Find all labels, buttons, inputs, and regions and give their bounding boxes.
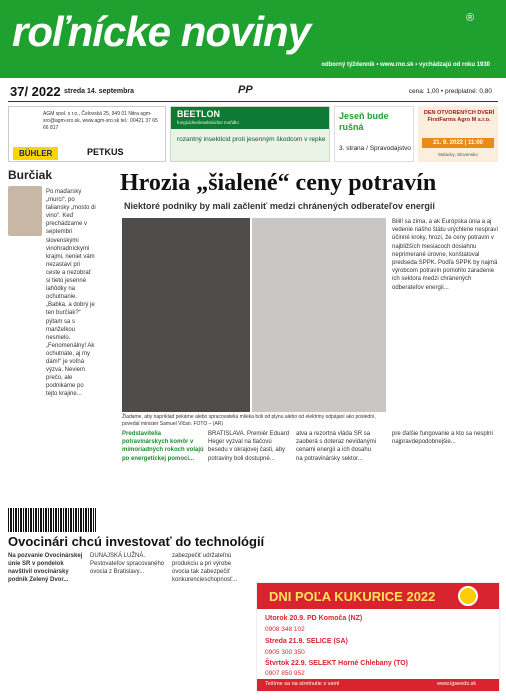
ad-beetlon[interactable] (170, 106, 330, 162)
issue-date: streda 14. septembra (64, 88, 135, 95)
ad-corn-footer (257, 679, 499, 691)
main-headline[interactable]: Hrozia „šialené“ ceny potravín (120, 170, 437, 196)
price-line: cena: 1,00 • predplatné: 0,80 (408, 88, 492, 95)
barcode (8, 508, 96, 532)
photo-left (122, 218, 250, 412)
ad-corn-foot-right[interactable]: www.lgseeds.sk (437, 681, 477, 687)
masthead-subtitle: odborný týždenník • www.rno.sk • vychádzajú od roku 1930 (321, 62, 490, 68)
ad-beetlon-subtitle: fungicídne/insekticídne mořidlo (177, 120, 239, 125)
teaser-title: Jeseň bude rušná (339, 111, 389, 132)
ad-open-day-place: Malacky, Slovensko (438, 152, 478, 157)
bottom-lead: Na pozvanie Ovocinárskej únie SR v pondelok navštívil ovocinársky podnik Zelený Dvor... (8, 553, 83, 584)
teaser-jesen[interactable] (334, 106, 414, 162)
lg-logo-icon (458, 586, 478, 606)
ad-beetlon-text: rozantný insekticid proti jesenným škodcom v repke (177, 136, 326, 143)
masthead (0, 0, 506, 78)
column-text: Po maďarsky „murci“, po taliansky „mosto di vino“. Keď prechádzame v septembri slovenskými vinohradníckymi krajmi, neniet vám nezastaví pri ceste a nezobrať si tieto jesenné lahôdky na ochutnanie. „Babka, a dobrý je ten burčiak?“ pýtam sa s manželkou nesmelo. „Fenomenálny! Ak ochutnáte, aj my dám!“ je voľná výzva. Neviem prečo, ale podnikáme po tejto krajine... (46, 189, 96, 398)
photo-caption (122, 414, 386, 427)
photo-right (252, 218, 386, 412)
event-1: Utorok 20.9. PD Komoča (NZ) (265, 615, 363, 622)
ad-open-day-title: DEN OTVORENÝCH DVERÍ FirstFarms Agro M s.r.o. (423, 110, 495, 123)
author-portrait (8, 186, 42, 236)
event-1-phone: 0908 348 102 (265, 626, 305, 633)
column-header: Burčiak (8, 168, 53, 182)
ad-agm-text: AGM spol. s r.o., Čelovská 25, 949 01 Nitra agm-sro@agm-sro.sk, www.agm-sro.sk tel.: 00421 37 65 66 817 (43, 111, 158, 131)
buhler-logo: BÜHLER (13, 147, 58, 160)
ad-corn-foot-left: Tešíme sa na stretnutie s vami (265, 681, 340, 687)
bottom-col1: DUNAJSKÁ LUŽNÁ. Pestovateľov spracovaného ovocia z Bratislavy... (90, 553, 165, 576)
event-3: Štvrtok 22.9. SELEKT Horné Chlebany (TO) (265, 660, 409, 667)
ad-beetlon-title: BEETLON (177, 109, 221, 119)
pp-logo: PP (238, 84, 253, 96)
article-col2: atva a rezortná vláda SR sa zaoberá s doteraz nevidanými cenami energií a ich dosahu na potravinársky sektor... (296, 431, 377, 462)
article-lead: Predstavitelia potravinárskych komôr v mimoriadných rokoch volajú po energetickej pomoci... (122, 431, 204, 462)
masthead-title: roľnícke noviny (12, 8, 311, 55)
ad-open-day-date: 21. 9. 2022 | 11:00 (422, 138, 494, 148)
petkus-logo: PETKUS (87, 147, 124, 157)
article-right-column: Bililí sa zima, a ak Európska únia a aj vedenie nášho štátu urýchlene nespraví účinné kroky, hrozí, že ceny potravín v najbližších mesiacoch dosiahnu neprimerané úrovne, konštatoval predseda SPPK. Podľa SPPK by najmä výrobcom potravín pomohlo zaradenie ich sektora medzi chránených odberateľov energií... (392, 219, 499, 291)
issue-number: 37/ 2022 (10, 84, 61, 99)
ad-corn-days[interactable] (256, 582, 500, 692)
caption-text: Žiadame, aby napríklad pekárne alebo spracovatelia mlieka boli od plynu alebo od elektriny odpájaní ako poslední, povedal minister Samuel Vlčan. (122, 414, 376, 427)
registered-mark: ® (466, 12, 475, 24)
bottom-headline[interactable]: Ovocinári chcú investovať do technológií (8, 534, 265, 549)
event-2: Streda 21.9. SELICE (SA) (265, 638, 348, 645)
main-subheadline: Niektoré podniky by mali začleniť medzi chránených odberateľov energií (124, 201, 435, 211)
article-col3: pre ďalšie fungovanie a kto sa nesplní najpravdepodobnejšie... (392, 431, 494, 446)
divider (8, 101, 498, 102)
teaser-text: 3. strana / Spravodajstvo (339, 145, 411, 152)
ad-agm[interactable] (8, 106, 166, 162)
bottom-col2: zabezpečiť udržateľnú produkciu a pri výrobe ovocia tak zabezpečiť konkurencieschopnosť... (172, 553, 238, 584)
ad-corn-title: DNI POĽA KUKURICE 2022 (269, 589, 436, 604)
ad-open-day[interactable] (418, 106, 498, 162)
photo-credit: FOTO – (AR) (193, 420, 224, 427)
event-2-phone: 0905 300 350 (265, 649, 305, 656)
column-left (8, 168, 96, 528)
event-3-phone: 0907 850 952 (265, 670, 305, 677)
article-col1: BRATISLAVA. Premiér Eduard Heger vyzval na tlačovú besedu v okrajovej časti, aby potraviny boli dostupné... (208, 431, 290, 462)
